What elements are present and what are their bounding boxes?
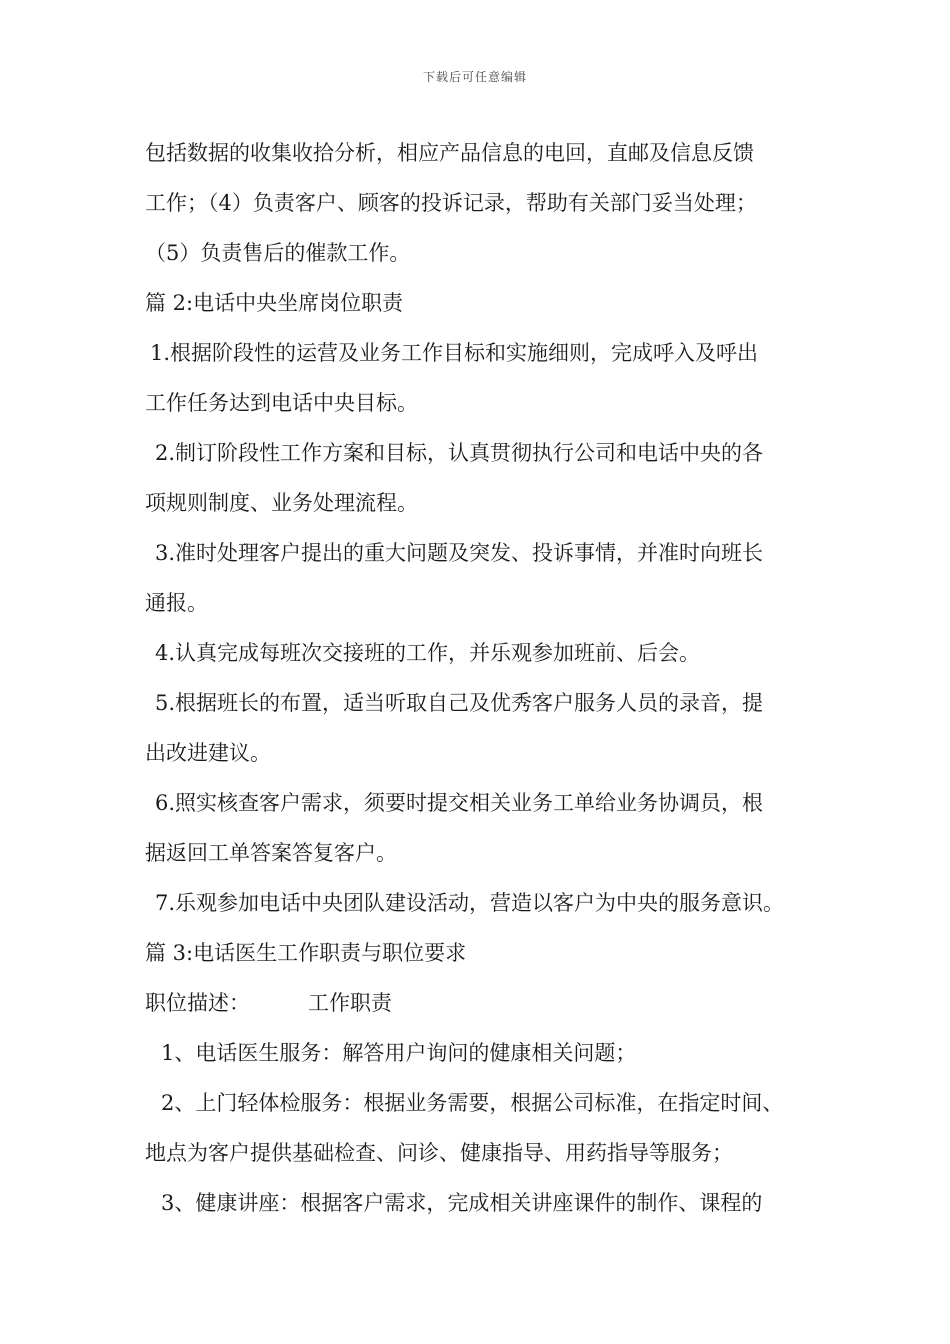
list-item: 2.制订阶段性工作方案和目标，认真贯彻执行公司和电话中央的各: [155, 441, 764, 465]
list-item: 5.根据班长的布置，适当听取自己及优秀客户服务人员的录音，提: [155, 691, 764, 715]
text-line: 工作任务达到电话中央目标。: [145, 391, 418, 415]
list-item: 7.乐观参加电话中央团队建设活动，营造以客户为中央的服务意识。: [155, 891, 785, 915]
text-line: 项规则制度、业务处理流程。: [145, 491, 418, 515]
page-header: 下载后可任意编辑: [422, 70, 527, 84]
text-line: 包括数据的收集收拾分析，相应产品信息的电回，直邮及信息反馈: [145, 141, 754, 165]
field-label: 工作职责: [308, 991, 392, 1015]
text-line: 通报。: [145, 591, 208, 615]
section-heading: 篇 3:电话医生工作职责与职位要求: [145, 941, 467, 965]
document-body: [145, 128, 825, 1228]
list-item: 6.照实核查客户需求，须要时提交相关业务工单给业务协调员，根: [155, 791, 764, 815]
text-line: （5）负责售后的催款工作。: [145, 241, 411, 265]
list-item: 2、上门轻体检服务：根据业务需要，根据公司标准，在指定时间、: [161, 1091, 784, 1115]
section-heading: 篇 2:电话中央坐席岗位职责: [145, 291, 404, 315]
list-item: 1.根据阶段性的运营及业务工作目标和实施细则，完成呼入及呼出: [150, 341, 759, 365]
text-line: [145, 978, 825, 1028]
list-item: 4.认真完成每班次交接班的工作，并乐观参加班前、后会。: [155, 641, 701, 665]
text-line: 工作；（4）负责客户、顾客的投诉记录，帮助有关部门妥当处理；: [145, 191, 757, 215]
text-line: 出改进建议。: [145, 741, 271, 765]
list-item: 3、健康讲座：根据客户需求，完成相关讲座课件的制作、课程的: [161, 1191, 763, 1215]
list-item: 1、电话医生服务：解答用户询问的健康相关问题；: [161, 1041, 637, 1065]
text-line: 地点为客户提供基础检查、问诊、健康指导、用药指导等服务；: [145, 1141, 733, 1165]
text-line: 据返回工单答案答复客户。: [145, 841, 397, 865]
field-label: 职位描述：: [145, 991, 250, 1015]
list-item: 3.准时处理客户提出的重大问题及突发、投诉事情，并准时向班长: [155, 541, 764, 565]
